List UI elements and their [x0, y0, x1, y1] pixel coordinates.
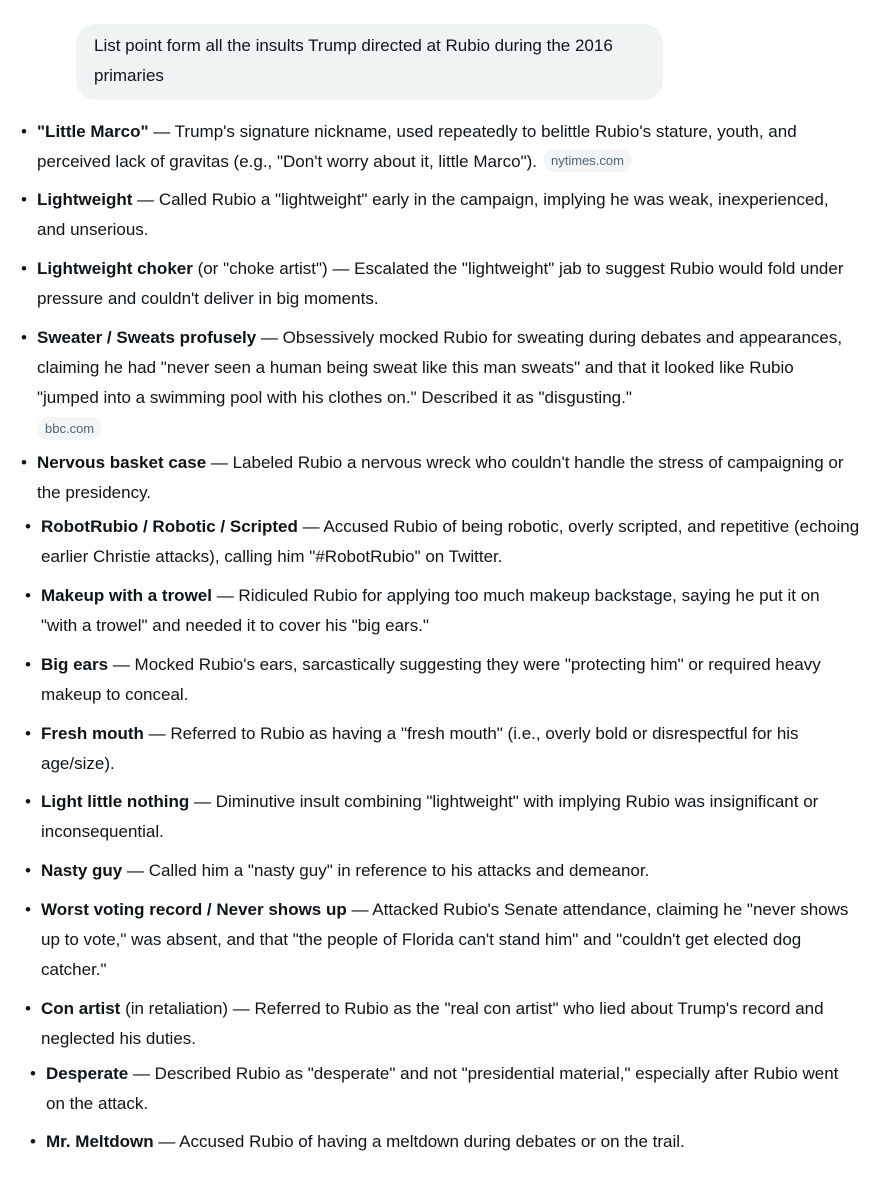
list-item	[0, 448, 860, 512]
list-item	[0, 323, 860, 448]
insult-description: — Mocked Rubio's ears, sarcastically suggesting they were "protecting him" or required heavy makeup to conceal.	[41, 655, 821, 704]
user-prompt-bubble	[76, 24, 663, 100]
bullet: •	[25, 724, 31, 743]
list-item	[0, 650, 860, 719]
insult-description: — Obsessively mocked Rubio for sweating during debates and appearances, claiming he had "never seen a human being sweat like this man sweats" and that it looked like Rubio "jumped into a swimming pool with his clothes on." Described it as "disgusting."	[37, 328, 843, 407]
list-item	[0, 185, 860, 254]
bullet: •	[25, 586, 31, 605]
insult-description: — Diminutive insult combining "lightweight" with implying Rubio was insignificant or inconsequential.	[41, 792, 819, 841]
insult-description: — Attacked Rubio's Senate attendance, claiming he "never shows up to vote," was absent, and that "the people of Florida can't stand him" and "couldn't get elected dog catcher."	[41, 900, 849, 979]
list-item	[0, 254, 860, 323]
insult-qualifier: (or "choke artist")	[192, 259, 328, 278]
bullet: •	[21, 122, 27, 141]
insult-term: Lightweight	[37, 190, 133, 209]
list-item	[0, 994, 860, 1059]
bullet: •	[21, 190, 27, 209]
list-item	[0, 1059, 860, 1127]
insult-term: Mr. Meltdown	[46, 1132, 154, 1151]
list-item	[0, 719, 860, 787]
insult-description: — Accused Rubio of having a meltdown during debates or on the trail.	[153, 1132, 685, 1151]
insult-term: Nasty guy	[41, 861, 123, 880]
insult-description: — Ridiculed Rubio for applying too much makeup backstage, saying he put it on "with a trowel" and needed it to cover his "big ears."	[41, 586, 820, 635]
insult-description: — Referred to Rubio as having a "fresh mouth" (i.e., overly bold or disrespectful for his age/size).	[41, 724, 799, 773]
user-prompt-text: List point form all the insults Trump directed at Rubio during the 2016 primaries	[94, 36, 613, 85]
bullet: •	[30, 1132, 36, 1151]
bullet: •	[21, 453, 27, 472]
insult-term: RobotRubio / Robotic / Scripted	[41, 517, 298, 536]
source-chip[interactable]: nytimes.com	[543, 149, 632, 172]
bullet: •	[25, 517, 31, 536]
bullet: •	[25, 900, 31, 919]
source-chip[interactable]: bbc.com	[37, 417, 102, 440]
bullet: •	[30, 1064, 36, 1083]
bullet: •	[25, 999, 31, 1018]
list-item	[0, 512, 860, 581]
list-item	[0, 117, 860, 185]
insult-description: — Referred to Rubio as the "real con artist" who lied about Trump's record and neglected his duties.	[41, 999, 824, 1048]
insult-description: — Trump's signature nickname, used repeatedly to belittle Rubio's stature, youth, and perceived lack of gravitas (e.g., "Don't worry about it, little Marco").	[37, 122, 797, 171]
answer-list	[0, 117, 860, 1161]
bullet: •	[21, 259, 27, 278]
insult-description: — Escalated the "lightweight" jab to suggest Rubio would fold under pressure and couldn't deliver in big moments.	[37, 259, 844, 308]
insult-term: Lightweight choker	[37, 259, 193, 278]
bullet: •	[25, 861, 31, 880]
bullet: •	[21, 328, 27, 347]
list-item	[0, 787, 860, 856]
insult-description: — Accused Rubio of being robotic, overly scripted, and repetitive (echoing earlier Christie attacks), calling him "#RobotRubio" on Twitter.	[41, 517, 860, 566]
insult-term: Big ears	[41, 655, 109, 674]
insult-qualifier: (in retaliation)	[120, 999, 229, 1018]
bullet: •	[25, 792, 31, 811]
list-item	[0, 1127, 860, 1161]
insult-term: Nervous basket case	[37, 453, 207, 472]
list-item	[0, 581, 860, 650]
insult-description: — Described Rubio as "desperate" and not "presidential material," especially after Rubio went on the attack.	[46, 1064, 839, 1113]
insult-description: — Called Rubio a "lightweight" early in the campaign, implying he was weak, inexperienced, and unserious.	[37, 190, 829, 239]
insult-description: — Labeled Rubio a nervous wreck who couldn't handle the stress of campaigning or the presidency.	[37, 453, 844, 502]
insult-term: "Little Marco"	[37, 122, 149, 141]
insult-term: Worst voting record / Never shows up	[41, 900, 347, 919]
insult-description: — Called him a "nasty guy" in reference to his attacks and demeanor.	[122, 861, 650, 880]
insult-term: Makeup with a trowel	[41, 586, 212, 605]
insult-term: Sweater / Sweats profusely	[37, 328, 257, 347]
insult-term: Light little nothing	[41, 792, 190, 811]
bullet: •	[25, 655, 31, 674]
insult-term: Fresh mouth	[41, 724, 144, 743]
insult-term: Con artist	[41, 999, 121, 1018]
list-item	[0, 856, 860, 895]
list-item	[0, 895, 860, 994]
insult-term: Desperate	[46, 1064, 129, 1083]
